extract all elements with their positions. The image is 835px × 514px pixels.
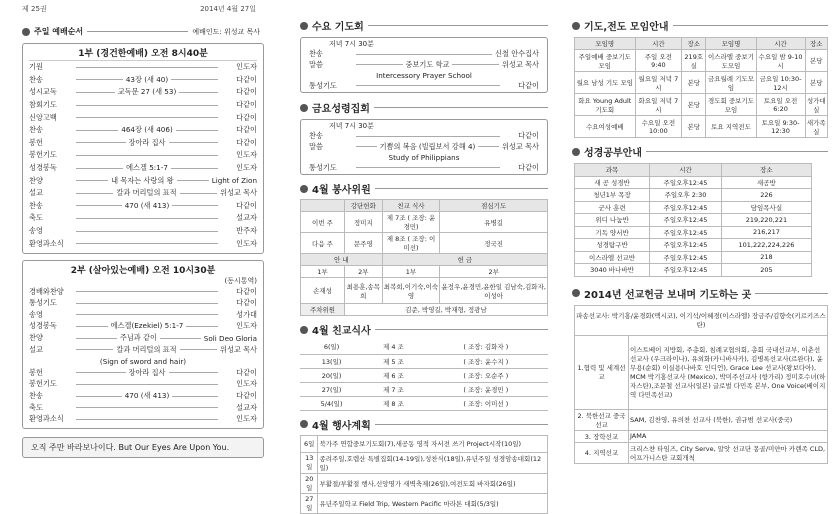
order-detail: 중보기도 학교 bbox=[405, 59, 450, 69]
table-cell: ( 조장: 이미선 ) bbox=[463, 399, 509, 408]
order-row bbox=[29, 379, 257, 391]
order-person: 다같이 bbox=[236, 367, 258, 377]
mission-row bbox=[575, 430, 828, 442]
interpretation-note: (동시통역) bbox=[224, 276, 257, 285]
table-cell: 제 7 조 bbox=[383, 385, 404, 394]
table-cell: 군사 훈련 bbox=[575, 201, 650, 214]
order-item: 축도 bbox=[29, 213, 43, 223]
order-row bbox=[29, 344, 257, 356]
order-person: 다같이 bbox=[236, 391, 257, 401]
order-detail: 기쁨의 복음 (빌립보서 강해 4) bbox=[379, 141, 476, 151]
table-cell: 101,222,224,226 bbox=[721, 239, 811, 252]
order-row bbox=[29, 99, 257, 112]
column-info bbox=[566, 0, 832, 507]
order-person: 인도자 bbox=[236, 414, 257, 424]
plan-table bbox=[300, 435, 548, 514]
order-title: 주일 예배순서 bbox=[34, 27, 84, 36]
table-cell: 새공방 bbox=[721, 176, 811, 189]
table-cell: 토요 지역전도 bbox=[706, 116, 756, 138]
order-row bbox=[29, 137, 257, 150]
study-row bbox=[575, 264, 812, 277]
order-person: 신철 안수집사 bbox=[495, 49, 539, 59]
second-service-box bbox=[22, 260, 264, 429]
order-person: 성가대 bbox=[236, 309, 257, 319]
order-person: 다같이 bbox=[236, 74, 258, 84]
service-table-wrap bbox=[300, 199, 548, 316]
table-cell: 216,217 bbox=[721, 226, 811, 239]
plan-heading bbox=[300, 417, 548, 432]
order-person: 인도자 bbox=[236, 238, 257, 248]
order-detail: Study of Philippians bbox=[388, 152, 460, 162]
table-cell: 북가주 연합중보기도회(7),새공동 영적 자서전 쓰기 Project시작(10일) bbox=[318, 435, 548, 452]
mission-heading bbox=[572, 286, 828, 301]
table-header: 장소 bbox=[721, 164, 811, 177]
order-person: 인도자 bbox=[236, 150, 257, 160]
volume-number: 제 25권 bbox=[22, 5, 47, 13]
order-row bbox=[29, 286, 257, 298]
order-row bbox=[29, 174, 257, 187]
table-cell: 수요일 오전 10:00 bbox=[635, 116, 682, 138]
table-cell: 27(일) bbox=[321, 385, 342, 394]
table-cell: 3040 바나바반 bbox=[575, 264, 650, 277]
table-cell: 부활절/부활절 행사,신앙명가 새벽축제(26일),여전도회 바자회(26일) bbox=[318, 473, 548, 493]
order-item: 성경봉독 bbox=[29, 163, 57, 173]
table-cell: 13일 bbox=[301, 452, 318, 473]
order-row bbox=[309, 49, 539, 60]
table-cell: 화요 Young Adult 기도회 bbox=[575, 94, 636, 116]
study-row bbox=[575, 176, 812, 189]
table-cell: 주일오후12:45 bbox=[650, 214, 722, 227]
bullet-icon bbox=[300, 420, 308, 428]
order-item: 말씀 bbox=[309, 59, 323, 69]
order-person: 위성교 목사 bbox=[501, 59, 539, 69]
order-row bbox=[309, 142, 539, 153]
table-header: 장소 bbox=[805, 38, 827, 50]
meal-title: 4월 친교식사 bbox=[312, 326, 371, 337]
table-cell: 219,220,221 bbox=[721, 214, 811, 227]
table-cell: 새가족실 bbox=[805, 116, 827, 138]
order-person: 다같이 bbox=[236, 137, 258, 147]
mission-category: 3. 장학선교 bbox=[575, 430, 629, 442]
order-person: 위성교 목사 bbox=[220, 344, 258, 354]
plan-row bbox=[301, 493, 548, 513]
table-cell: 월요 남성 기도 모임 bbox=[575, 72, 636, 94]
table-cell: 제 5 조 bbox=[383, 357, 404, 366]
table-cell: 20(일) bbox=[321, 371, 342, 380]
order-item: 봉헌기도 bbox=[29, 379, 57, 389]
order-person: 다같이 bbox=[236, 298, 257, 308]
meeting-row bbox=[575, 50, 828, 72]
table-header: 모임명 bbox=[575, 38, 636, 50]
order-detail: 장아라 집사 bbox=[128, 137, 166, 147]
bullet-icon bbox=[300, 104, 308, 112]
order-row bbox=[29, 413, 257, 425]
page-header bbox=[22, 4, 256, 14]
meal-row bbox=[300, 382, 548, 396]
study-row bbox=[575, 226, 812, 239]
order-detail: 내 목자는 사랑의 왕 bbox=[111, 175, 174, 185]
meeting-row bbox=[575, 116, 828, 138]
order-row bbox=[29, 162, 257, 175]
order-detail: 470 (새 413) bbox=[124, 391, 170, 401]
bullet-icon bbox=[22, 28, 30, 36]
order-item: 축도 bbox=[29, 402, 43, 412]
meetings-table bbox=[574, 37, 828, 138]
study-heading bbox=[572, 144, 828, 159]
order-detail: 교독문 27 (새 53) bbox=[117, 87, 177, 97]
table-cell: 제 8 조 bbox=[383, 399, 404, 408]
table-cell: 종려주일,호렙산 특별집회(14-19일),성찬식(18일),유년주일 성경암송대회(12일) bbox=[318, 452, 548, 473]
table-cell: 219호실 bbox=[682, 50, 706, 72]
order-item: 찬송 bbox=[29, 125, 43, 135]
order-row bbox=[29, 225, 257, 238]
order-item: 통성기도 bbox=[309, 162, 337, 172]
column-order bbox=[8, 0, 270, 507]
plan-row bbox=[301, 435, 548, 452]
fri-heading bbox=[300, 100, 548, 115]
bullet-icon bbox=[572, 22, 580, 30]
study-row bbox=[575, 201, 812, 214]
order-person: 다같이 bbox=[236, 100, 257, 110]
table-cell: 금요월례 기도모임 bbox=[706, 72, 756, 94]
order-item: 통성기도 bbox=[309, 80, 337, 90]
wed-title: 수요 기도회 bbox=[312, 22, 364, 33]
table-cell: 주일오후12:45 bbox=[650, 176, 722, 189]
mission-category: 1.협력 및 세계선교 bbox=[575, 335, 629, 409]
order-row bbox=[29, 111, 257, 124]
order-item: 성시교독 bbox=[29, 87, 57, 97]
order-item: 말씀 bbox=[309, 141, 323, 151]
order-person: 인도자 bbox=[236, 62, 257, 72]
study-row bbox=[575, 214, 812, 227]
order-row bbox=[29, 332, 257, 344]
order-person: 다같이 bbox=[236, 87, 257, 97]
order-item: 설교 bbox=[29, 344, 43, 354]
table-cell: 5/4(일) bbox=[320, 399, 343, 408]
meal-row bbox=[300, 368, 548, 382]
wed-heading bbox=[300, 18, 548, 33]
order-row bbox=[29, 309, 257, 321]
service-title: 4월 봉사위원 bbox=[312, 185, 371, 196]
order-row bbox=[29, 124, 257, 137]
table-header: 시간 bbox=[650, 164, 722, 177]
table-cell: 6일 bbox=[301, 435, 318, 452]
study-row bbox=[575, 189, 812, 202]
footer-motto: 오직 주만 바라보나이다. But Our Eyes Are Upon You. bbox=[22, 437, 264, 458]
order-row bbox=[309, 152, 539, 163]
order-person: 다같이 bbox=[518, 80, 539, 90]
first-service-title: 1부 (경건한예배) 오전 8시40분 bbox=[29, 46, 257, 61]
order-detail: 에스겔 5:1-7 bbox=[126, 163, 168, 173]
order-item: 기원 bbox=[29, 62, 43, 72]
fri-title: 금요성령집회 bbox=[312, 104, 370, 115]
order-item: 봉헌 bbox=[29, 367, 43, 377]
order-person: 다같이 bbox=[518, 162, 539, 172]
order-item: 찬송 bbox=[29, 74, 43, 84]
table-cell: 218 bbox=[721, 251, 811, 264]
mission-row bbox=[575, 409, 828, 430]
table-header: 모임명 bbox=[706, 38, 756, 50]
order-person: 인도자 bbox=[236, 379, 257, 389]
meal-row bbox=[300, 340, 548, 354]
second-service-rows bbox=[29, 286, 257, 425]
order-row bbox=[309, 163, 539, 174]
service-heading bbox=[300, 181, 548, 196]
order-heading bbox=[22, 26, 260, 37]
table-cell: 월요일 저녁 7시 bbox=[635, 72, 682, 94]
table-cell: 본당 bbox=[805, 50, 827, 72]
table-cell: ( 조장: 윤수지 ) bbox=[463, 357, 509, 366]
order-person: 반주자 bbox=[236, 226, 257, 236]
order-person: Light of Zion bbox=[211, 176, 257, 186]
order-row bbox=[29, 61, 257, 74]
order-leader: 예배인도: 위성교 목사 bbox=[192, 27, 260, 36]
table-cell: 본당 bbox=[682, 72, 706, 94]
meal-row bbox=[300, 396, 548, 410]
order-row bbox=[309, 70, 539, 81]
order-row bbox=[29, 298, 257, 310]
mission-row bbox=[575, 442, 828, 463]
order-person: 다같이 bbox=[518, 131, 539, 141]
order-item: 찬송 bbox=[309, 49, 323, 59]
table-cell: 청년1부 목장 bbox=[575, 189, 650, 202]
order-item: 성경봉독 bbox=[29, 321, 57, 331]
table-cell: 제 6 조 bbox=[383, 371, 404, 380]
table-header: 시간 bbox=[756, 38, 805, 50]
table-cell: 금요일 10:30-12시 bbox=[756, 72, 805, 94]
order-detail: 464장 (새 406) bbox=[121, 125, 173, 135]
order-row bbox=[29, 200, 257, 213]
order-person: 설교자 bbox=[236, 213, 257, 223]
table-cell: 유년주일학교 Field Trip, Western Pacific 마라톤 대회(5/3일) bbox=[318, 493, 548, 513]
study-row bbox=[575, 251, 812, 264]
meetings-heading bbox=[572, 18, 828, 33]
table-cell: 본당 bbox=[682, 94, 706, 116]
wed-time: 저녁 7시 30분 bbox=[329, 40, 374, 48]
table-cell: 새 공 성경반 bbox=[575, 176, 650, 189]
order-item: 찬양 bbox=[29, 175, 43, 185]
order-row bbox=[29, 321, 257, 333]
table-cell: 주일오후 2:30 bbox=[650, 189, 722, 202]
table-cell: 토요일 오전 6:20 bbox=[756, 94, 805, 116]
wed-box bbox=[300, 37, 548, 93]
issue-date: 2014년 4월 27일 bbox=[200, 5, 256, 13]
table-cell: 본당 bbox=[682, 116, 706, 138]
order-item: 찬송 bbox=[309, 131, 323, 141]
table-cell: 이스라엘 중보기도모임 bbox=[706, 50, 756, 72]
table-cell: 주일오후12:45 bbox=[650, 251, 722, 264]
mission-title: 2014년 선교헌금 보내며 기도하는 곳 bbox=[584, 289, 752, 301]
service-table: 강단헌화 친교 식사 점심기도 이번 주 정미지 제 7조 ( 조장: 윤경민) 유병길 다음 주 문주영 제 8조 ( 조장: 이미선) 정국진 안 내 헌 금 1부 2부 1부 2부 손재성 최용훈,송목희 최복희,이기숙,이숙영 윤정우,윤경민,윤한일 김남숙,김화자,이성아 주차위원 김준, 박영길, 박재형, 정광남 bbox=[300, 199, 548, 316]
first-service-rows bbox=[29, 61, 257, 250]
order-row bbox=[29, 237, 257, 250]
table-cell: 본당 bbox=[805, 72, 827, 94]
bullet-icon bbox=[300, 22, 308, 30]
order-detail: 43장 (새 40) bbox=[125, 74, 169, 84]
order-detail: 470 (새 413) bbox=[124, 200, 170, 210]
plan-row bbox=[301, 473, 548, 493]
fri-time: 저녁 7시 30분 bbox=[329, 122, 374, 130]
order-person: 다같이 bbox=[236, 112, 257, 122]
order-item: 찬송 bbox=[29, 200, 43, 210]
mission-detail: JAMA bbox=[629, 430, 828, 442]
fri-box bbox=[300, 119, 548, 175]
column-meetings bbox=[292, 0, 554, 512]
table-cell: 226 bbox=[721, 189, 811, 202]
order-item: 통성기도 bbox=[29, 298, 57, 308]
bullet-icon bbox=[300, 326, 308, 334]
order-item: 찬송 bbox=[29, 391, 43, 401]
table-cell: ( 조장: 윤경민 ) bbox=[463, 385, 509, 394]
table-cell: ( 조장: 김화자 ) bbox=[463, 343, 509, 352]
order-detail: 칼과 머리털의 표적 bbox=[116, 344, 177, 354]
order-item: 봉헌 bbox=[29, 137, 43, 147]
order-row bbox=[29, 212, 257, 225]
order-detail: 칼과 머리털의 표적 bbox=[116, 188, 177, 198]
order-item: 송영 bbox=[29, 309, 43, 319]
study-title: 성경공부안내 bbox=[584, 148, 642, 159]
meeting-row bbox=[575, 94, 828, 116]
order-row bbox=[29, 390, 257, 402]
table-cell: 성경탐구반 bbox=[575, 239, 650, 252]
mission-category: 2. 북한선교 중국선교 bbox=[575, 409, 629, 430]
mission-row bbox=[575, 335, 828, 409]
table-cell: 경도회 중보기도모임 bbox=[706, 94, 756, 116]
mission-detail: SAM, 김찬영, 유의찬 선교사 (북한), 권규범 선교사(중국) bbox=[629, 409, 828, 430]
meetings-title: 기도,전도 모임안내 bbox=[584, 22, 669, 33]
table-cell: 주일오후12:45 bbox=[650, 201, 722, 214]
order-row bbox=[29, 149, 257, 162]
order-item: 설교 bbox=[29, 188, 43, 198]
table-cell: ( 조장: 오순주 ) bbox=[463, 371, 509, 380]
order-item: 환영과소식 bbox=[29, 238, 64, 248]
order-detail: Intercessory Prayer School bbox=[376, 70, 472, 80]
table-cell: 주일오후12:45 bbox=[650, 239, 722, 252]
meeting-row bbox=[575, 72, 828, 94]
order-detail: 에스겔(Ezekiel) 5:1-7 bbox=[110, 321, 184, 331]
mission-table: 파송선교사: 박기홍/윤경화(맥시코), 이기석/이혜경(이스라엘) 장금주/김향숙(키르키즈스탄) 1.협력 및 세계선교 이스트베이 지방회, 주총회, 침례교협의회, 총회 국내선교부, 이춘선선교사 (우크라이나), 유외화(카니바사카), 김병록선교사(르완다), 윤무용(순회) 이실용(나바호 인디언), Grace Lee 선교사(왕보다아), MCM 박기홍선교사 (Mexico), 박미주선교사 (항가리) 정미호수녀(하자스탄),조문철 선교사(일본) 글로벌 다민족 본부, One Voice(베이지역 다민족선교) 2. 북한선교 중국선교 SAM, 김찬영, 유의찬 선교사 (북한), 권규범 선교사(중국) 3. 장학선교 JAMA 4. 지역선교 크리스챤 타임즈, City Serve, 알앗 선교단 몽골/미얀마 카렌족 CLD, 어프가니스탄 교회개척 bbox=[574, 305, 828, 464]
study-row bbox=[575, 239, 812, 252]
order-item: 참회기도 bbox=[29, 100, 57, 110]
order-detail: (Sign of sword and hair) bbox=[99, 356, 187, 366]
table-cell: 205 bbox=[721, 264, 811, 277]
order-row bbox=[29, 187, 257, 200]
table-cell: 주일예배 중보기도모임 bbox=[575, 50, 636, 72]
table-cell: 담임목사실 bbox=[721, 201, 811, 214]
order-person: 위성교 목사 bbox=[501, 141, 539, 151]
first-service-box bbox=[22, 43, 264, 254]
table-cell: 이스라엘 선교반 bbox=[575, 251, 650, 264]
table-header: 시간 bbox=[635, 38, 682, 50]
table-cell: 주일오후12:45 bbox=[650, 226, 722, 239]
table-cell: 위디 나눔반 bbox=[575, 214, 650, 227]
table-cell: 제 4 조 bbox=[383, 343, 404, 352]
mission-category: 4. 지역선교 bbox=[575, 442, 629, 463]
order-row bbox=[309, 60, 539, 71]
plan-title: 4월 행사계획 bbox=[312, 420, 371, 432]
meal-table bbox=[300, 340, 548, 411]
bullet-icon bbox=[572, 148, 580, 156]
table-cell: 토요일 9:30-12:30 bbox=[756, 116, 805, 138]
order-person: 인도자 bbox=[236, 321, 257, 331]
order-person: Soli Deo Gloria bbox=[203, 333, 257, 343]
order-person: 인도자 bbox=[236, 163, 258, 173]
order-row bbox=[29, 402, 257, 414]
study-table bbox=[574, 163, 812, 277]
order-person: 다같이 bbox=[236, 125, 258, 135]
table-cell: 27일 bbox=[301, 493, 318, 513]
table-cell: 주일오후12:45 bbox=[650, 264, 722, 277]
second-service-title: 2부 (살아있는예배) 오전 10시30분 bbox=[70, 265, 216, 276]
order-item: 경배와찬양 bbox=[29, 286, 64, 296]
order-person: 다같이 bbox=[236, 200, 257, 210]
order-row bbox=[29, 86, 257, 99]
bullet-icon bbox=[572, 289, 580, 297]
order-item: 환영과소식 bbox=[29, 414, 64, 424]
plan-row bbox=[301, 452, 548, 473]
table-header: 장소 bbox=[682, 38, 706, 50]
order-item: 신앙고백 bbox=[29, 112, 57, 122]
order-item: 송영 bbox=[29, 226, 43, 236]
order-row bbox=[29, 74, 257, 87]
table-header: 과목 bbox=[575, 164, 650, 177]
meal-heading bbox=[300, 322, 548, 337]
order-person: 다같이 bbox=[236, 286, 257, 296]
table-cell: 기독 양서반 bbox=[575, 226, 650, 239]
mission-detail: 크리스챤 타임즈, City Serve, 알앗 선교단 몽골/미얀마 카렌족 CLD, 어프가니스탄 교회개척 bbox=[629, 442, 828, 463]
order-detail: 주님과 같이 bbox=[119, 333, 157, 343]
table-cell: 20일 bbox=[301, 473, 318, 493]
mission-detail: 이스트베이 지방회, 주총회, 침례교협의회, 총회 국내선교부, 이춘선선교사 (우크라이나), 유외화(카니바사카), 김병록선교사(르완다), 윤무용(순회) 이실용(나바호 인디언), Grace Lee 선교사(왕보다아), MCM 박기홍선교사 (Mexico), 박미주선교사 (항가리) 정미호수녀(하자스탄),조문철 선교사(일본) 글로벌 다민족 본부, One Voice(베이지역 다민족선교) bbox=[629, 335, 828, 409]
order-item: 봉헌기도 bbox=[29, 150, 57, 160]
table-cell: 성가대실 bbox=[805, 94, 827, 116]
meal-row bbox=[300, 354, 548, 368]
table-cell: 수요여성예배 bbox=[575, 116, 636, 138]
order-row bbox=[29, 355, 257, 367]
order-detail: 장아라 집사 bbox=[128, 367, 166, 377]
order-item: 찬양 bbox=[29, 333, 43, 343]
table-cell: 주일 오전 9:40 bbox=[635, 50, 682, 72]
table-cell: 화요일 저녁 7시 bbox=[635, 94, 682, 116]
table-cell: 수요일 밤 9-10시 bbox=[756, 50, 805, 72]
order-person: 설교자 bbox=[236, 402, 257, 412]
order-row bbox=[309, 81, 539, 92]
order-person: 위성교 목사 bbox=[220, 188, 258, 198]
order-row bbox=[309, 131, 539, 142]
table-cell: 13(일) bbox=[321, 357, 342, 366]
table-cell: 6(일) bbox=[323, 343, 340, 352]
order-row bbox=[29, 367, 257, 379]
bullet-icon bbox=[300, 185, 308, 193]
